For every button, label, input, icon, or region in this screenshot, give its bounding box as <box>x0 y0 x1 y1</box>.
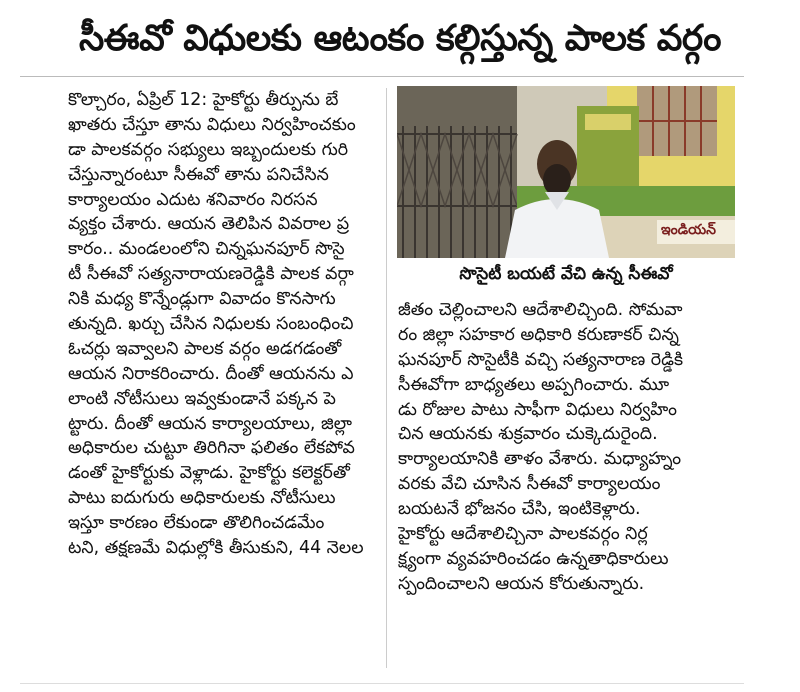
article-body-right-column <box>398 298 730 597</box>
news-photo <box>397 86 735 258</box>
photo-sign-text: ఇండియన్ <box>661 222 716 238</box>
text-line: నికి మధ్య కొన్నేండ్లుగా వివాదం కొనసాగు <box>68 289 336 310</box>
text-line: రం జిల్లా సహకార అధికారి కరుణాకర్ చిన్న <box>398 324 679 345</box>
article-body-left-column <box>68 88 378 561</box>
text-line: కార్యాలయానికి తాళం వేశారు. మధ్యాహ్నం <box>398 449 682 470</box>
text-line: ఆయన నిరాకరించారు. దీంతో ఆయనను ఎ <box>68 363 354 384</box>
column-divider <box>386 88 387 668</box>
text-line: బయటనే భోజనం చేసి, ఇంటికెళ్లారు. <box>398 499 641 520</box>
bottom-rule <box>20 683 744 684</box>
text-line: క్ష్యంగా వ్యవహరించడం ఉన్నతాధికారులు <box>398 548 669 569</box>
text-line: ఘనపూర్ సొసైటీకి వచ్చి సత్యనారాణ రెడ్డికి <box>398 349 684 370</box>
text-line: ఖాతరు చేస్తూ తాను విధులు నిర్వహించకుం <box>68 114 356 135</box>
text-line: కారం.. మండలంలోని చిన్నఘనపూర్ సొసై <box>68 239 345 260</box>
text-line: ఇస్తూ కారణం లేకుండా తొలిగించడమేం <box>68 513 325 534</box>
text-line: టని, తక్షణమే విధుల్లోకి తీసుకుని, 44 నెలల <box>68 538 364 559</box>
text-line: చేస్తున్నారంటూ సీఈవో తాను పనిచేసిన <box>68 164 329 185</box>
text-line: జీతం చెల్లించాలని ఆదేశాలిచ్చింది. సోమవా <box>398 300 683 320</box>
text-line: తున్నది. ఖర్చు చేసిన నిధులకు సంబంధించి <box>68 314 354 335</box>
text-line: కొల్చారం, ఏప్రిల్ 12: హైకోర్టు తీర్పును బే <box>68 90 339 110</box>
text-line: ట్టారు. దీంతో ఆయన కార్యాలయాలు, జిల్లా <box>68 413 352 434</box>
text-line: వ్యక్తం చేశారు. ఆయన తెలిపిన వివరాల ప్ర <box>68 214 350 235</box>
text-line: డా పాలకవర్గం సభ్యులు ఇబ్బందులకు గురి <box>68 139 349 160</box>
text-line: స్పందించాలని ఆయన కోరుతున్నారు. <box>398 573 645 594</box>
headline: సీఈవో విధులకు ఆటంకం కల్గిస్తున్న పాలక వర్గం <box>79 18 721 59</box>
text-line: వరకు వేచి చూసిన సీఈవో కార్యాలయం <box>398 474 661 495</box>
text-line: చిన ఆయనకు శుక్రవారం చుక్కెదురైంది. <box>398 424 658 445</box>
photo-caption: సొసైటీ బయటే వేచి ఉన్న సీఈవో <box>459 264 673 284</box>
text-line: డు రోజుల పాటు సాఫీగా విధులు నిర్వహిం <box>398 399 677 420</box>
text-line: పాటు ఐదుగురు అధికారులకు నోటీసులు <box>68 488 336 509</box>
text-line: హైకోర్టు ఆదేశాలిచ్చినా పాలకవర్గం నిర్ల <box>398 524 648 545</box>
text-line: సీఈవోగా బాధ్యతలు అప్పగించారు. మూ <box>398 374 670 395</box>
text-line: లాంటి నోటీసులు ఇవ్వకుండానే పక్కన పె <box>68 388 336 409</box>
headline-rule <box>20 76 744 77</box>
text-line: టీ సీఈవో సత్యనారాయణరెడ్డికి పాలక వర్గా <box>68 264 354 285</box>
text-line: డంతో హైకోర్టుకు వెళ్లాడు. హైకోర్టు కలెక్టర్‌తో <box>68 463 350 484</box>
text-line: కార్యాలయం ఎదుట శనివారం నిరసన <box>68 189 318 210</box>
text-line: అధికారుల చుట్టూ తిరిగినా ఫలితం లేకపోవ <box>68 438 355 459</box>
text-line: ఓచర్లు ఇవ్వాలని పాలక వర్గం అడగడంతో <box>68 338 342 359</box>
